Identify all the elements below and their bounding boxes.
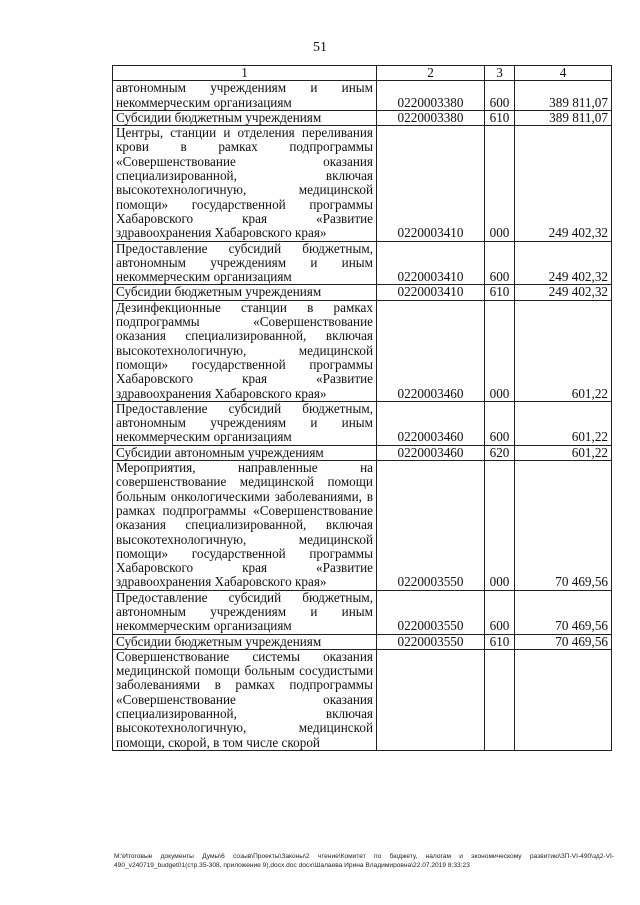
row-type: 600 (485, 241, 515, 285)
row-type: 600 (485, 590, 515, 634)
file-path-footer: M:\Итоговые документы Думы\6 созыв\Проекты\Законы\2 чтение\Комитет по бюджету, налогам и экономическому развитию\ЗП-VI-490\зд2-VI-490_v240719_budget01(стр.35-308, приложение 9).docx.doc docx\Шалаева Ирина Владимировна\22.07.2019 8:33:23 (114, 853, 614, 869)
row-code: 0220003410 (377, 285, 485, 300)
row-amount: 70 469,56 (515, 634, 612, 649)
row-amount: 70 469,56 (515, 590, 612, 634)
row-amount: 601,22 (515, 300, 612, 401)
row-type: 600 (485, 401, 515, 445)
budget-table (112, 65, 612, 751)
table-header-row (113, 66, 612, 81)
row-code: 0220003380 (377, 110, 485, 125)
row-amount: 601,22 (515, 445, 612, 460)
row-code: 0220003380 (377, 81, 485, 111)
row-name: Дезинфекционные станции в рамках подпрограммы «Совершенствование оказания специализированной, включая высокотехнологичную, медицинской помощи» государственной программы Хабаровского края «Развитие здравоохранения Хабаровского края» (113, 300, 377, 401)
row-amount: 389 811,07 (515, 81, 612, 111)
header-col-1: 1 (113, 66, 377, 81)
page-number: 51 (313, 40, 327, 55)
row-type: 620 (485, 445, 515, 460)
row-code: 0220003460 (377, 300, 485, 401)
table-row (113, 300, 612, 401)
row-name: Предоставление субсидий бюджетным, автономным учреждениям и иным некоммерческим организациям (113, 241, 377, 285)
row-name: Субсидии бюджетным учреждениям (113, 110, 377, 125)
table-row (113, 649, 612, 750)
row-amount: 601,22 (515, 401, 612, 445)
row-amount: 249 402,32 (515, 126, 612, 241)
table-row (113, 461, 612, 591)
row-name: Центры, станции и отделения переливания крови в рамках подпрограммы «Совершенствование оказания специализированной, включая высокотехнологичную, медицинской помощи» государственной программы Хабаровского края «Развитие здравоохранения Хабаровского края» (113, 126, 377, 241)
table-row (113, 590, 612, 634)
row-type: 610 (485, 110, 515, 125)
table-row (113, 634, 612, 649)
row-amount (515, 649, 612, 750)
row-code: 0220003460 (377, 445, 485, 460)
header-col-2: 2 (377, 66, 485, 81)
header-col-3: 3 (485, 66, 515, 81)
row-type: 610 (485, 634, 515, 649)
table-row (113, 110, 612, 125)
row-name: Мероприятия, направленные на совершенствование медицинской помощи больным онкологическими заболеваниями, в рамках подпрограммы «Совершенствование оказания специализированной, включая высокотехнологичную, медицинской помощи» государственной программы Хабаровского края «Развитие здравоохранения Хабаровского края» (113, 461, 377, 591)
row-code: 0220003410 (377, 126, 485, 241)
row-type: 610 (485, 285, 515, 300)
row-name: Субсидии бюджетным учреждениям (113, 634, 377, 649)
row-type (485, 649, 515, 750)
row-type: 000 (485, 126, 515, 241)
table-row (113, 126, 612, 241)
table-row (113, 445, 612, 460)
row-code: 0220003550 (377, 590, 485, 634)
row-name: Предоставление субсидий бюджетным, автономным учреждениям и иным некоммерческим организациям (113, 590, 377, 634)
row-name: Субсидии бюджетным учреждениям (113, 285, 377, 300)
row-amount: 389 811,07 (515, 110, 612, 125)
table-row (113, 241, 612, 285)
row-code: 0220003550 (377, 634, 485, 649)
row-name: автономным учреждениям и иным некоммерческим организациям (113, 81, 377, 111)
row-amount: 70 469,56 (515, 461, 612, 591)
row-code (377, 649, 485, 750)
row-type: 600 (485, 81, 515, 111)
row-name: Совершенствование системы оказания медицинской помощи больным сосудистыми заболеваниями в рамках подпрограммы «Совершенствование оказания специализированной, включая высокотехнологичную, медицинской помощи, скорой, в том числе скорой (113, 649, 377, 750)
table-row (113, 81, 612, 111)
header-col-4: 4 (515, 66, 612, 81)
table-row (113, 285, 612, 300)
row-code: 0220003460 (377, 401, 485, 445)
row-code: 0220003550 (377, 461, 485, 591)
row-type: 000 (485, 461, 515, 591)
row-code: 0220003410 (377, 241, 485, 285)
row-name: Предоставление субсидий бюджетным, автономным учреждениям и иным некоммерческим организациям (113, 401, 377, 445)
row-type: 000 (485, 300, 515, 401)
row-name: Субсидии автономным учреждениям (113, 445, 377, 460)
row-amount: 249 402,32 (515, 285, 612, 300)
row-amount: 249 402,32 (515, 241, 612, 285)
table-row (113, 401, 612, 445)
